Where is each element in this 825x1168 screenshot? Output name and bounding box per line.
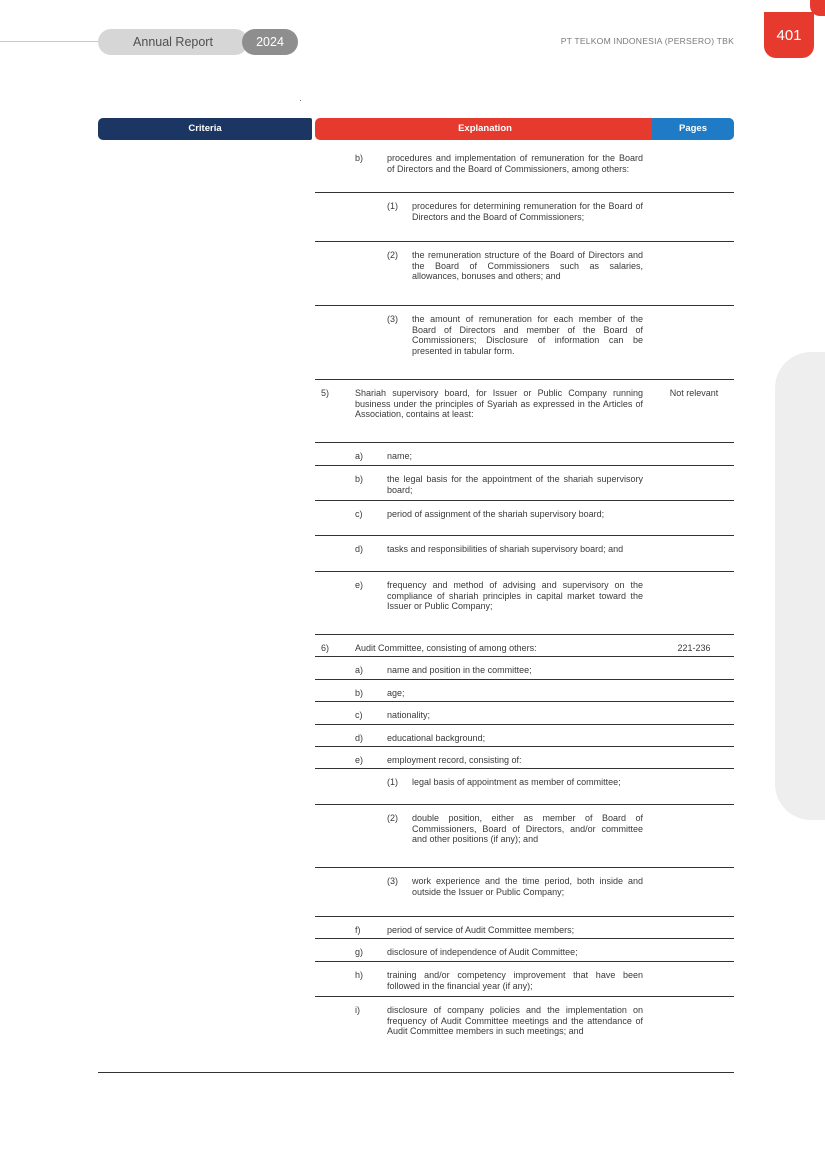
year-badge: 2024	[242, 29, 298, 55]
row-divider	[315, 634, 734, 635]
row-text: period of assignment of the shariah supervisory board;	[387, 509, 605, 519]
row-text: the amount of remuneration for each member of the Board of Directors and member of the Board of Commissioners; Disclosure of information can be presented in tabular form.	[412, 314, 643, 356]
row-divider	[315, 746, 734, 747]
row-divider	[315, 535, 734, 536]
row-marker: c)	[355, 509, 363, 519]
row-marker: (1)	[387, 201, 398, 211]
page-number: 401	[764, 12, 814, 58]
company-name: PT TELKOM INDONESIA (PERSERO) TBK	[560, 36, 734, 46]
row-divider	[315, 768, 734, 769]
pages-column-header: Pages	[652, 118, 734, 140]
row-text: legal basis of appointment as member of committee;	[412, 777, 621, 787]
row-marker: i)	[355, 1005, 360, 1015]
row-divider	[315, 192, 734, 193]
row-pages: Not relevant	[669, 388, 719, 398]
row-marker: a)	[355, 665, 364, 675]
row-text: nationality;	[387, 710, 431, 720]
row-text: disclosure of independence of Audit Committee;	[387, 947, 578, 957]
table-bottom-rule	[98, 1072, 734, 1073]
row-marker: e)	[355, 755, 364, 765]
row-divider	[315, 305, 734, 306]
row-marker: d)	[355, 544, 364, 554]
row-text: name and position in the committee;	[387, 665, 532, 675]
row-text: tasks and responsibilities of shariah supervisory board; and	[387, 544, 624, 554]
row-text: procedures and implementation of remuneration for the Board of Directors and the Board of Commissioners, among others:	[387, 153, 643, 174]
row-divider	[315, 916, 734, 917]
row-divider	[315, 571, 734, 572]
row-text: name;	[387, 451, 413, 461]
row-text: period of service of Audit Committee members;	[387, 925, 575, 935]
row-marker: d)	[355, 733, 364, 743]
row-marker: (2)	[387, 813, 398, 823]
criteria-column-header: Criteria	[98, 118, 312, 140]
row-divider	[315, 465, 734, 466]
row-marker: b)	[355, 474, 364, 484]
annual-report-label: Annual Report	[98, 29, 248, 55]
side-tab-decoration	[775, 352, 825, 820]
row-marker: (3)	[387, 876, 398, 886]
row-text: double position, either as member of Board of Commissioners, Board of Directors, and/or committee and other positions (if any); and	[412, 813, 643, 845]
row-divider	[315, 442, 734, 443]
row-divider	[315, 996, 734, 997]
row-marker: 5)	[321, 388, 330, 398]
row-marker: (2)	[387, 250, 398, 260]
row-divider	[315, 724, 734, 725]
row-marker: e)	[355, 580, 364, 590]
row-text: Shariah supervisory board, for Issuer or Public Company running business under the principles of Syariah as expressed in the Articles of Association, contains at least:	[355, 388, 643, 420]
row-divider	[315, 867, 734, 868]
row-text: the legal basis for the appointment of the shariah supervisory board;	[387, 474, 643, 495]
row-divider	[315, 656, 734, 657]
row-marker: a)	[355, 451, 364, 461]
row-text: Audit Committee, consisting of among others:	[355, 643, 537, 653]
row-divider	[315, 804, 734, 805]
row-divider	[315, 701, 734, 702]
row-text: frequency and method of advising and supervisory on the compliance of shariah principles in capital market toward the Issuer or Public Company;	[387, 580, 643, 612]
row-marker: 6)	[321, 643, 330, 653]
row-divider	[315, 379, 734, 380]
row-text: disclosure of company policies and the implementation on frequency of Audit Committee meetings and the attendance of Audit Committee members in such meetings; and	[387, 1005, 643, 1037]
stray-dot	[300, 100, 301, 101]
row-pages: 221-236	[677, 643, 711, 653]
row-divider	[315, 500, 734, 501]
row-divider	[315, 679, 734, 680]
row-marker: f)	[355, 925, 361, 935]
row-text: the remuneration structure of the Board of Directors and the Board of Commissioners such as salaries, allowances, bonuses and others; and	[412, 250, 643, 282]
row-text: training and/or competency improvement that have been followed in the financial year (if any);	[387, 970, 643, 991]
row-divider	[315, 961, 734, 962]
explanation-column-header: Explanation	[315, 118, 655, 140]
row-divider	[315, 938, 734, 939]
row-text: procedures for determining remuneration for the Board of Directors and the Board of Commissioners;	[412, 201, 643, 222]
row-divider	[315, 241, 734, 242]
row-marker: (1)	[387, 777, 398, 787]
row-marker: c)	[355, 710, 363, 720]
header-rule	[0, 41, 100, 42]
row-marker: b)	[355, 688, 364, 698]
row-text: employment record, consisting of:	[387, 755, 522, 765]
row-marker: h)	[355, 970, 364, 980]
row-marker: (3)	[387, 314, 398, 324]
row-marker: b)	[355, 153, 364, 163]
row-marker: g)	[355, 947, 364, 957]
row-text: educational background;	[387, 733, 486, 743]
row-text: age;	[387, 688, 405, 698]
row-text: work experience and the time period, both inside and outside the Issuer or Public Company;	[412, 876, 643, 897]
